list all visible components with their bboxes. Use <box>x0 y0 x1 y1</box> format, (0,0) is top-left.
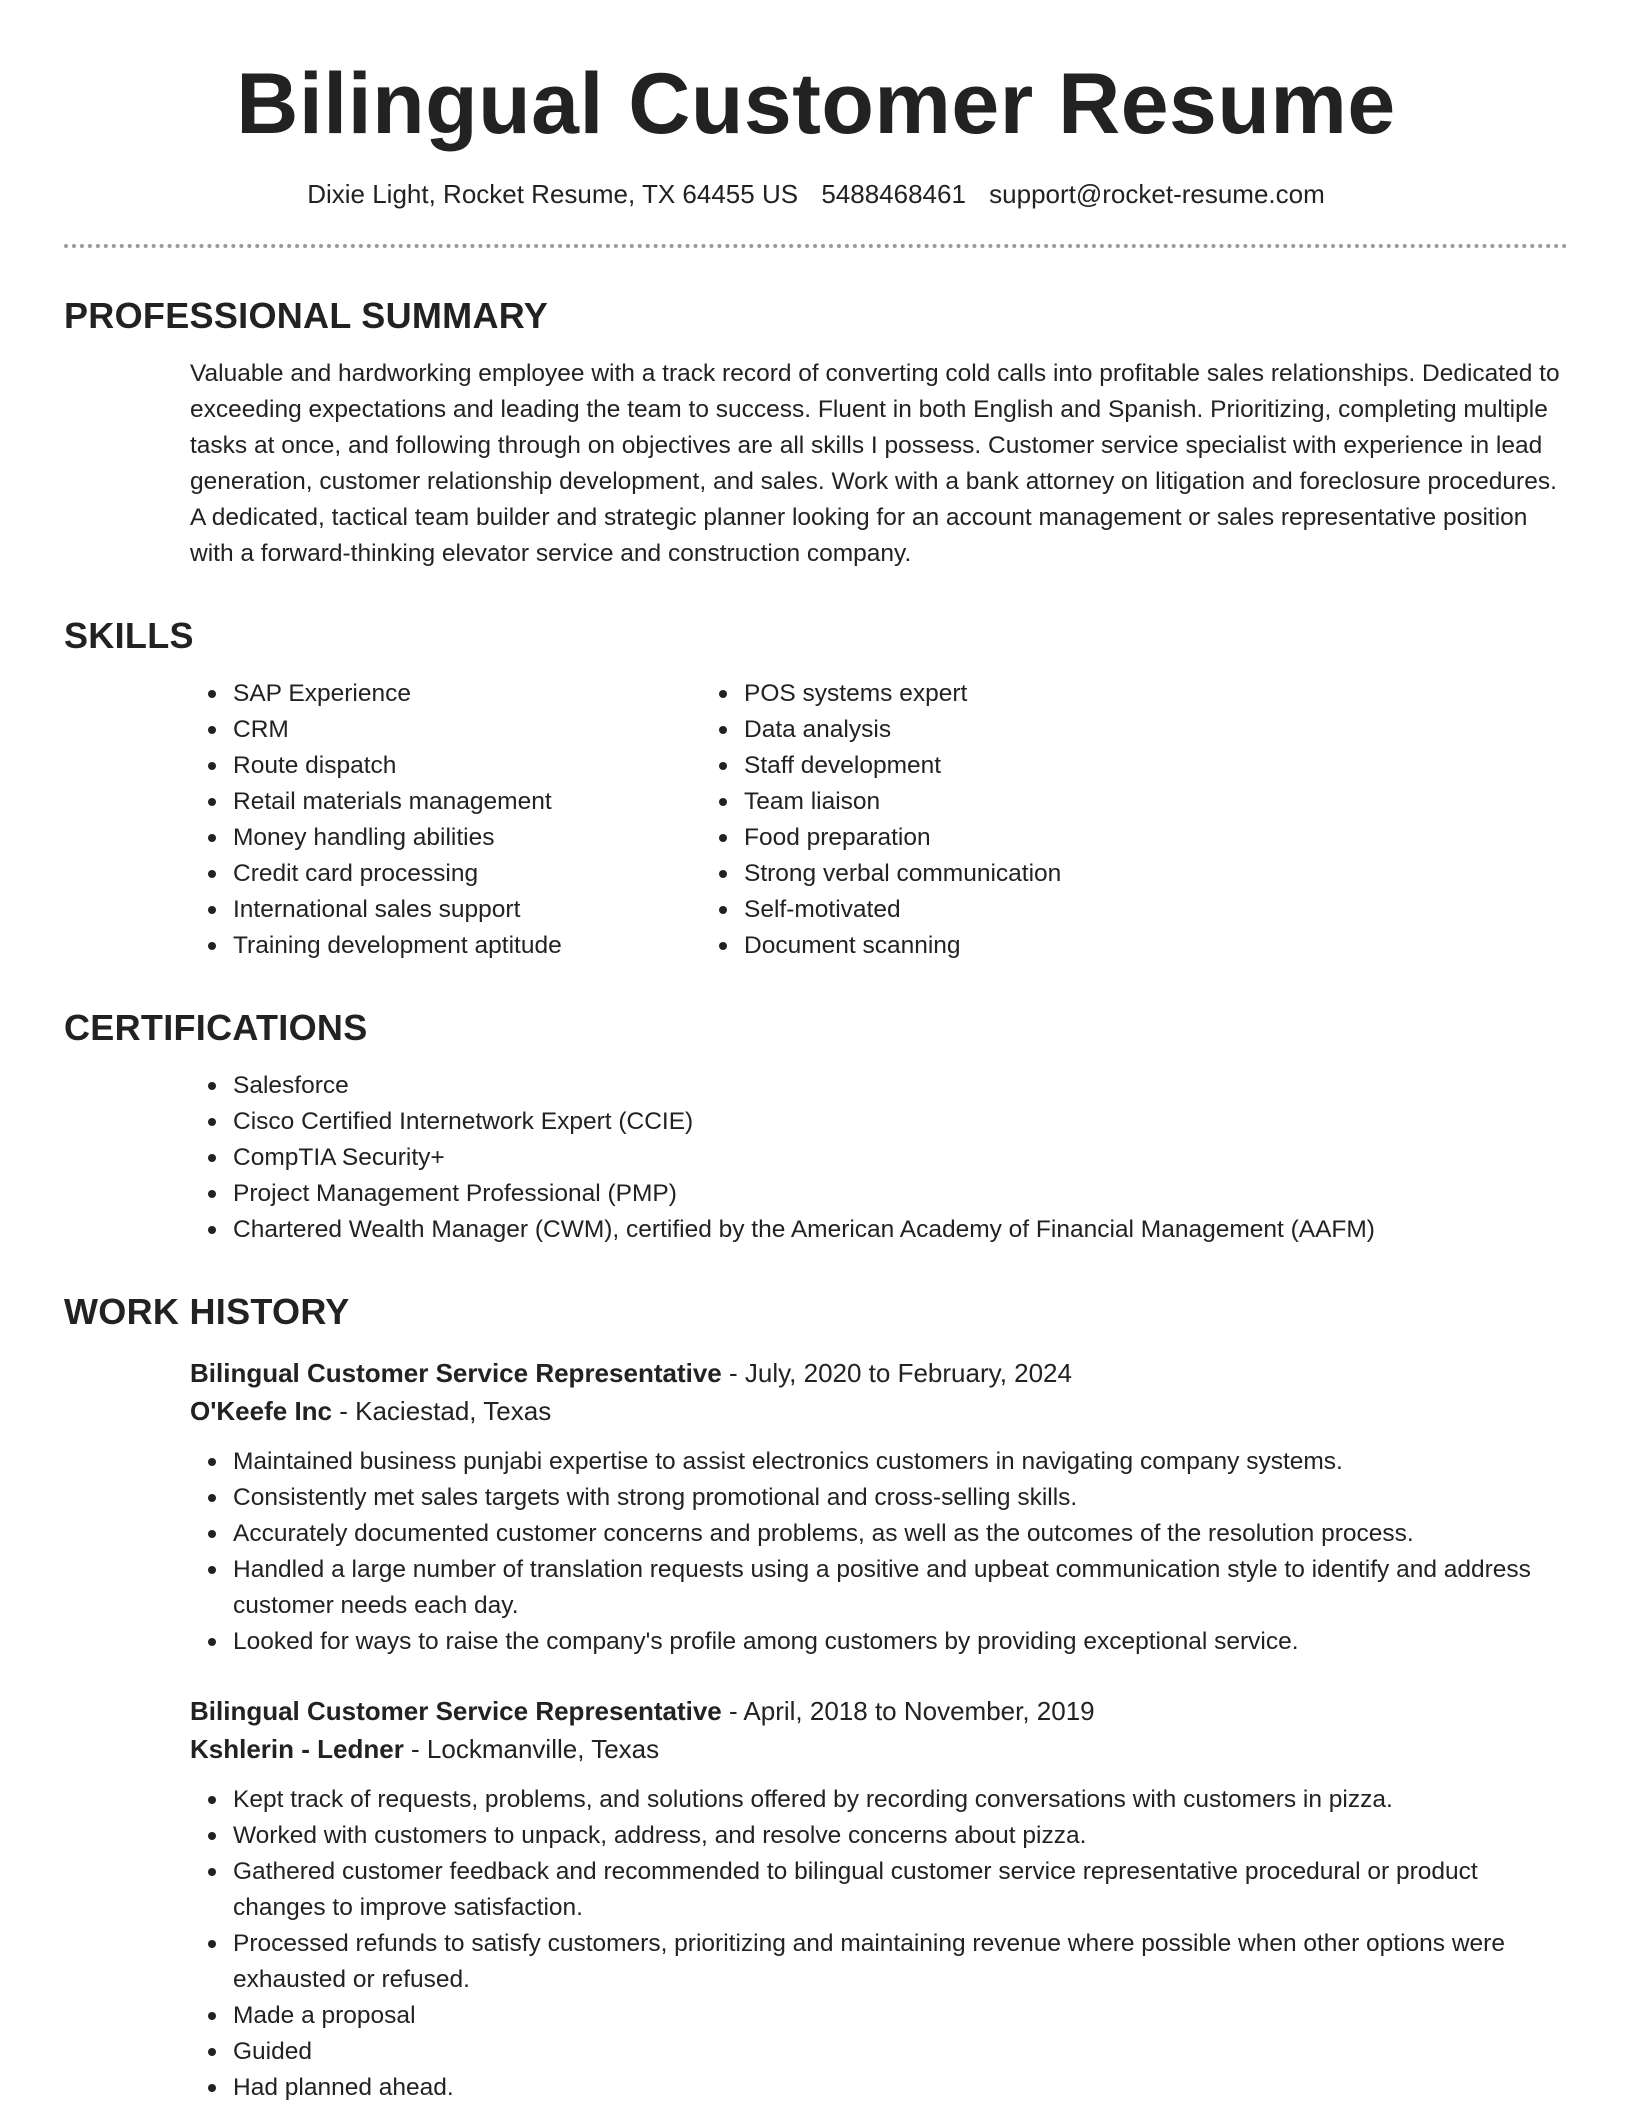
bullet-icon <box>208 1494 216 1502</box>
skills-section <box>64 614 1568 964</box>
list-item <box>233 1782 1568 1818</box>
skill-label: Food preparation <box>744 824 931 851</box>
list-item <box>233 2034 1568 2070</box>
bullet-icon <box>208 726 216 734</box>
job-location: - Kaciestad, Texas <box>332 1396 552 1426</box>
skills-right-list <box>744 676 1061 964</box>
list-item <box>744 676 1061 712</box>
list-item <box>233 856 744 892</box>
list-item <box>233 1068 1568 1104</box>
list-item <box>233 676 744 712</box>
list-item <box>233 892 744 928</box>
bullet-icon <box>208 1118 216 1126</box>
certification-label: CompTIA Security+ <box>233 1144 445 1171</box>
certification-label: Cisco Certified Internetwork Expert (CCIE) <box>233 1108 694 1135</box>
bullet-icon <box>208 2048 216 2056</box>
list-item <box>233 1444 1568 1480</box>
list-item <box>744 820 1061 856</box>
bullet-icon <box>208 1566 216 1574</box>
skill-label: Self-motivated <box>744 896 901 923</box>
bullet-icon <box>208 906 216 914</box>
list-item <box>233 1624 1568 1660</box>
summary-heading: PROFESSIONAL SUMMARY <box>64 295 549 336</box>
job-company-line <box>190 1392 1568 1430</box>
duty-text: Gathered customer feedback and recommended to bilingual customer service representative procedural or product changes to improve satisfaction. <box>233 1858 1478 1921</box>
duty-text: Accurately documented customer concerns and problems, as well as the outcomes of the resolution process. <box>233 1520 1414 1547</box>
list-item <box>233 712 744 748</box>
header-divider <box>64 244 1568 248</box>
list-item <box>233 1212 1568 1248</box>
bullet-icon <box>719 834 727 842</box>
job-title: Bilingual Customer Service Representative <box>190 1696 722 1726</box>
bullet-icon <box>719 942 727 950</box>
skill-label: SAP Experience <box>233 680 411 707</box>
job-entry <box>190 1692 1568 2106</box>
bullet-icon <box>208 1154 216 1162</box>
bullet-icon <box>208 1868 216 1876</box>
bullet-icon <box>208 2084 216 2092</box>
bullet-icon <box>208 942 216 950</box>
skill-label: Staff development <box>744 752 942 779</box>
list-item <box>233 1176 1568 1212</box>
job-company-line <box>190 1730 1568 1768</box>
bullet-icon <box>719 762 727 770</box>
contact-line <box>64 176 1568 212</box>
job-dates: - July, 2020 to February, 2024 <box>721 1358 1072 1388</box>
job-title: Bilingual Customer Service Representative <box>190 1358 722 1388</box>
duty-text: Kept track of requests, problems, and solutions offered by recording conversations with customers in pizza. <box>233 1786 1393 1813</box>
contact-email: support@rocket-resume.com <box>989 179 1325 209</box>
duty-text: Guided <box>233 2038 313 2065</box>
bullet-icon <box>208 1530 216 1538</box>
job-company: Kshlerin - Ledner <box>190 1734 404 1764</box>
duty-text: Worked with customers to unpack, address, and resolve concerns about pizza. <box>233 1822 1087 1849</box>
bullet-icon <box>208 762 216 770</box>
certification-label: Project Management Professional (PMP) <box>233 1180 677 1207</box>
list-item <box>744 856 1061 892</box>
skill-label: POS systems expert <box>744 680 968 707</box>
skill-label: Route dispatch <box>233 752 397 779</box>
bullet-icon <box>719 690 727 698</box>
summary-section <box>64 294 1568 572</box>
bullet-icon <box>719 906 727 914</box>
work-history-heading: WORK HISTORY <box>64 1291 350 1332</box>
contact-address: Dixie Light, Rocket Resume, TX 64455 US <box>307 179 799 209</box>
list-item <box>233 784 744 820</box>
skill-label: Retail materials management <box>233 788 552 815</box>
list-item <box>744 784 1061 820</box>
list-item <box>233 748 744 784</box>
job-dates: - April, 2018 to November, 2019 <box>721 1696 1095 1726</box>
certification-label: Chartered Wealth Manager (CWM), certified by the American Academy of Financial Management (AAFM) <box>233 1216 1375 1243</box>
work-history-section <box>64 1290 1568 2106</box>
skill-label: International sales support <box>233 896 521 923</box>
bullet-icon <box>719 870 727 878</box>
list-item <box>233 1854 1568 1926</box>
skills-left-column <box>64 676 744 964</box>
list-item <box>744 748 1061 784</box>
list-item <box>233 1104 1568 1140</box>
duty-text: Maintained business punjabi expertise to assist electronics customers in navigating company systems. <box>233 1448 1343 1475</box>
certifications-heading: CERTIFICATIONS <box>64 1007 368 1048</box>
skill-label: Training development aptitude <box>233 932 562 959</box>
certifications-list <box>64 1068 1568 1248</box>
certifications-section <box>64 1006 1568 1248</box>
contact-phone: 5488468461 <box>821 179 966 209</box>
job-company: O'Keefe Inc <box>190 1396 333 1426</box>
list-item <box>233 820 744 856</box>
bullet-icon <box>208 1832 216 1840</box>
bullet-icon <box>208 1796 216 1804</box>
duty-text: Made a proposal <box>233 2002 416 2029</box>
skills-heading: SKILLS <box>64 615 194 656</box>
job-duties-list <box>190 1782 1568 2106</box>
duty-text: Had planned ahead. <box>233 2074 454 2101</box>
job-location: - Lockmanville, Texas <box>403 1734 660 1764</box>
resume-title: Bilingual Customer Resume <box>236 56 1396 152</box>
certification-label: Salesforce <box>233 1072 349 1099</box>
skill-label: Document scanning <box>744 932 961 959</box>
bullet-icon <box>208 870 216 878</box>
list-item <box>233 1552 1568 1624</box>
duty-text: Consistently met sales targets with strong promotional and cross-selling skills. <box>233 1484 1078 1511</box>
skill-label: Team liaison <box>744 788 881 815</box>
skill-label: CRM <box>233 716 289 743</box>
skills-columns <box>64 676 1568 964</box>
bullet-icon <box>208 1940 216 1948</box>
skill-label: Credit card processing <box>233 860 479 887</box>
bullet-icon <box>208 834 216 842</box>
bullet-icon <box>208 1082 216 1090</box>
summary-text: Valuable and hardworking employee with a track record of converting cold calls into profitable sales relationships. Dedicated to exceeding expectations and leading the team to success. Fluent in both English and Spanish. Prioritizing, completing multiple tasks at once, and following through on objectives are all skills I possess. Customer service specialist with experience in lead generation, customer relationship development, and sales. Work with a bank attorney on litigation and foreclosure procedures. A dedicated, tactical team builder and strategic planner looking for an account management or sales representative position with a forward-thinking elevator service and construction company. <box>190 360 1560 567</box>
list-item <box>233 1998 1568 2034</box>
list-item <box>233 1926 1568 1998</box>
list-item <box>233 1480 1568 1516</box>
skill-label: Strong verbal communication <box>744 860 1062 887</box>
list-item <box>744 712 1061 748</box>
list-item <box>233 1516 1568 1552</box>
duty-text: Looked for ways to raise the company's profile among customers by providing exceptional service. <box>233 1628 1299 1655</box>
job-entry <box>190 1354 1568 1660</box>
list-item <box>233 928 744 964</box>
list-item <box>233 1818 1568 1854</box>
list-item <box>233 2070 1568 2106</box>
bullet-icon <box>208 798 216 806</box>
duty-text: Processed refunds to satisfy customers, prioritizing and maintaining revenue where possible when other options were exhausted or refused. <box>233 1930 1505 1993</box>
duty-text: Handled a large number of translation requests using a positive and upbeat communication style to identify and address customer needs each day. <box>233 1556 1531 1619</box>
skill-label: Data analysis <box>744 716 892 743</box>
job-title-line <box>190 1692 1568 1730</box>
job-title-line <box>190 1354 1568 1392</box>
list-item <box>744 928 1061 964</box>
skills-right-column <box>744 676 1061 964</box>
bullet-icon <box>208 1638 216 1646</box>
bullet-icon <box>208 1226 216 1234</box>
bullet-icon <box>208 1458 216 1466</box>
bullet-icon <box>719 798 727 806</box>
bullet-icon <box>208 1190 216 1198</box>
skills-left-list <box>64 676 744 964</box>
bullet-icon <box>208 2012 216 2020</box>
skill-label: Money handling abilities <box>233 824 495 851</box>
job-duties-list <box>190 1444 1568 1660</box>
list-item <box>233 1140 1568 1176</box>
list-item <box>744 892 1061 928</box>
bullet-icon <box>719 726 727 734</box>
bullet-icon <box>208 690 216 698</box>
